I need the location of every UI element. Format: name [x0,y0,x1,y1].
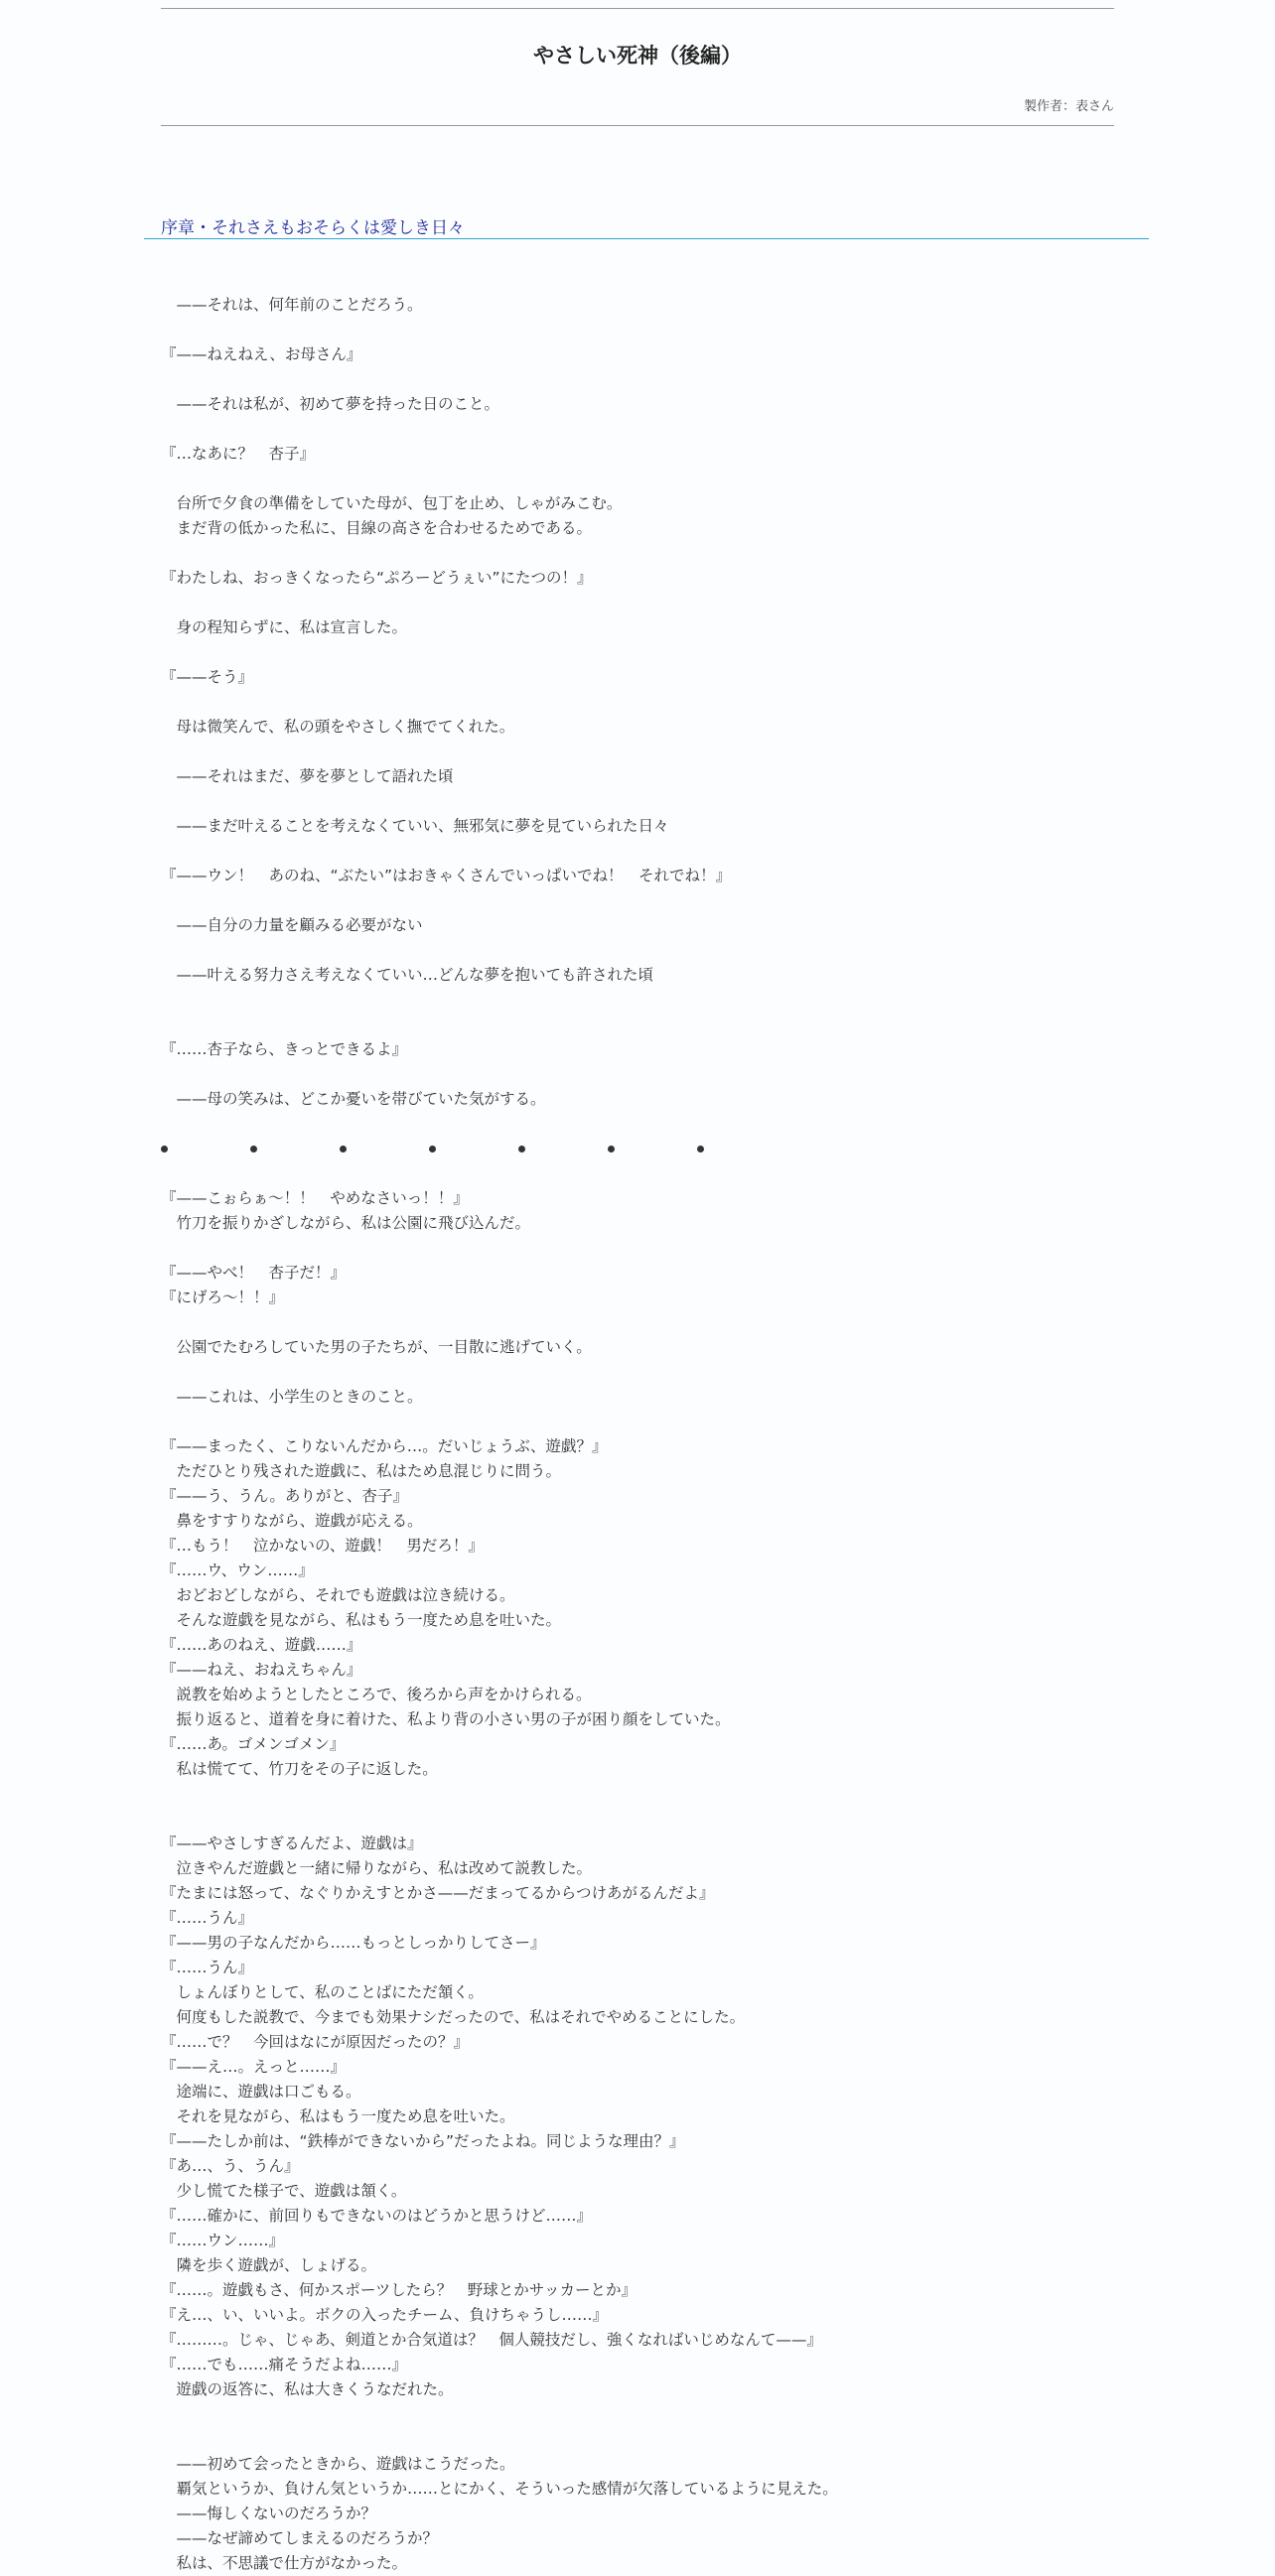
blank-line [161,2402,1114,2427]
blank-line [161,1410,1114,1434]
story-line: 説教を始めようとしたところで、後ろから声をかけられる。 [161,1686,592,1703]
blank-line [161,789,1114,814]
story-line: ——叶える努力さえ考えなくていい…どんな夢を抱いても許された頃 [161,966,654,984]
story-line: 『——そう』 [161,668,254,686]
story-line: ——自分の力量を顧みる必要がない [161,916,423,934]
story-line: 『——たしか前は、“鉄棒ができないから”だったよね。同じような理由？』 [161,2132,685,2150]
scene-break-dot [340,1146,347,1152]
blank-line [161,1112,1114,1137]
blank-line [161,1807,1114,1831]
blank-line [161,417,1114,442]
story-line: 『——う、うん。ありがと、杏子』 [161,1487,408,1505]
story-line: 遊戯の返答に、私は大きくうなだれた。 [161,2380,454,2398]
story-line: 『……うん』 [161,1959,254,1976]
blank-line [161,1310,1114,1335]
chapter-underline [144,238,1149,239]
story-line: 『——え…。えっと……』 [161,2058,347,2076]
story-line: 身の程知らずに、私は宣言した。 [161,618,408,636]
story-line: 泣きやんだ遊戯と一緒に帰りながら、私は改めて説教した。 [161,1859,593,1877]
blank-line [161,988,1114,1013]
story-line: 隣を歩く遊戯が、しょげる。 [161,2256,377,2274]
scene-break-dot [250,1146,257,1152]
story-line: 鼻をすすりながら、遊戯が応える。 [161,1512,423,1530]
blank-line [161,318,1114,342]
story-line: 『……ウ、ウン……』 [161,1561,314,1579]
story-line: ——それは私が、初めて夢を持った日のこと。 [161,395,500,413]
story-line: まだ背の低かった私に、目線の高さを合わせるためである。 [161,519,593,537]
story-line: 『……うん』 [161,1909,254,1927]
story-line: 『………。じゃ、じゃあ、剣道とか合気道は？ 個人競技だし、強くなればいじめなんて——』 [161,2331,822,2349]
story-line: 少し慌てた様子で、遊戯は頷く。 [161,2182,407,2200]
story-line: 『……あのねえ、遊戯……』 [161,1636,362,1654]
story-line: 『——やさしすぎるんだよ、遊戯は』 [161,1834,423,1852]
story-line: 途端に、遊戯は口ごもる。 [161,2083,361,2101]
story-line: 『…なあに？ 杏子』 [161,445,316,463]
blank-line [161,1062,1114,1087]
story-line: ——それは、何年前のことだろう。 [161,296,423,314]
story-line: 『——男の子なんだから……もっとしっかりしてさー』 [161,1934,546,1952]
story-line: ——これは、小学生のときのこと。 [161,1388,423,1406]
scene-break-dot [697,1146,704,1152]
story-line: 『——ウン！ あのね、“ぶたい”はおきゃくさんでいっぱいでね！ それでね！』 [161,867,732,884]
blank-line [161,367,1114,392]
blank-line [161,690,1114,715]
scene-break-dot [161,1146,168,1152]
story-line: 『——まったく、こりないんだから…。だいじょうぶ、遊戯？』 [161,1437,608,1455]
story-line: 『え…、い、いいよ。ボクの入ったチーム、負けちゃうし……』 [161,2306,608,2324]
page-title: やさしい死神（後編） [533,44,742,68]
story-line: 『……確かに、前回りもできないのはどうかと思うけど……』 [161,2207,593,2225]
story-line: 『——やべ！ 杏子だ！』 [161,1264,347,1282]
story-line: 公園でたむろしていた男の子たちが、一目散に逃げていく。 [161,1338,592,1356]
story-line: 何度もした説教で、今までも効果ナシだったので、私はそれでやめることにした。 [161,2008,746,2026]
story-line: ——まだ叶えることを考えなくていい、無邪気に夢を見ていられた日々 [161,817,669,835]
blank-line [161,888,1114,913]
story-line: 『——こぉらぁ～！！ やめなさいっ！！』 [161,1189,469,1207]
story-line: ——悔しくないのだろうか？ [161,2505,377,2522]
story-body [161,268,1114,2576]
story-line: それを見ながら、私はもう一度ため息を吐いた。 [161,2107,515,2125]
blank-line [161,2427,1114,2452]
story-line: 『——ねえ、おねえちゃん』 [161,1661,362,1679]
story-line: ——それはまだ、夢を夢として語れた頃 [161,767,454,785]
top-divider [161,8,1114,9]
blank-line [161,938,1114,963]
author-credit: 製作者：表さん [1023,99,1114,114]
story-line: 『……あ。ゴメンゴメン』 [161,1735,346,1753]
story-line: 覇気というか、負けん気というか……とにかく、そういった感情が欠落しているように見えた。 [161,2480,838,2498]
blank-line [161,740,1114,764]
story-line: 『たまには怒って、なぐりかえすとかさ——だまってるからつけあがるんだよ』 [161,1884,715,1902]
story-line: ——なぜ諦めてしまえるのだろうか？ [161,2529,439,2547]
story-line: 『……でも……痛そうだよね……』 [161,2356,408,2373]
blank-line [161,467,1114,491]
story-line: 『…もう！ 泣かないの、遊戯！ 男だろ！』 [161,1537,484,1555]
blank-line [161,1236,1114,1261]
story-line: 『にげろ～！！』 [161,1288,285,1306]
story-line: 私は慌てて、竹刀をその子に返した。 [161,1760,438,1778]
blank-line [161,1013,1114,1037]
scene-break-dots [161,1137,1114,1161]
story-line: 『……。遊戯もさ、何かスポーツしたら？ 野球とかサッカーとか』 [161,2281,637,2299]
scene-break-dot [608,1146,615,1152]
blank-line [161,1161,1114,1186]
story-line: しょんぼりとして、私のことばにただ頷く。 [161,1983,484,2001]
story-line: 『あ…、う、うん』 [161,2157,300,2175]
story-line: 『——ねえねえ、お母さん』 [161,345,362,363]
story-line: 母は微笑んで、私の頭をやさしく撫でてくれた。 [161,718,515,736]
story-line: そんな遊戯を見ながら、私はもう一度ため息を吐いた。 [161,1611,562,1629]
story-line: ——初めて会ったときから、遊戯はこうだった。 [161,2455,515,2473]
scene-break-dot [518,1146,525,1152]
story-line: 振り返ると、道着を身に着けた、私より背の小さい男の子が困り顔をしていた。 [161,1710,731,1728]
story-line: 私は、不思議で仕方がなかった。 [161,2554,408,2572]
scene-break-dot [429,1146,436,1152]
chapter-heading: 序章・それさえもおそらくは愛しき日々 [161,218,465,238]
blank-line [161,541,1114,566]
story-line: 台所で夕食の準備をしていた母が、包丁を止め、しゃがみこむ。 [161,494,623,512]
story-line: 『……杏子なら、きっとできるよ』 [161,1040,408,1058]
story-line: ただひとり残された遊戯に、私はため息混じりに問う。 [161,1462,562,1480]
header-divider [161,125,1114,126]
story-line: ——母の笑みは、どこか憂いを帯びていた気がする。 [161,1090,546,1108]
blank-line [161,640,1114,665]
blank-line [161,591,1114,615]
blank-line [161,839,1114,864]
story-line: 竹刀を振りかざしながら、私は公園に飛び込んだ。 [161,1214,531,1232]
blank-line [161,1360,1114,1385]
story-line: 『……で？ 今回はなにが原因だったの？』 [161,2033,470,2051]
blank-line [161,268,1114,293]
story-line: 『わたしね、おっきくなったら“ぷろーどうぇい”にたつの！』 [161,569,593,587]
story-line: 『……ウン……』 [161,2232,285,2249]
story-line: おどおどしながら、それでも遊戯は泣き続ける。 [161,1586,515,1604]
blank-line [161,1782,1114,1807]
